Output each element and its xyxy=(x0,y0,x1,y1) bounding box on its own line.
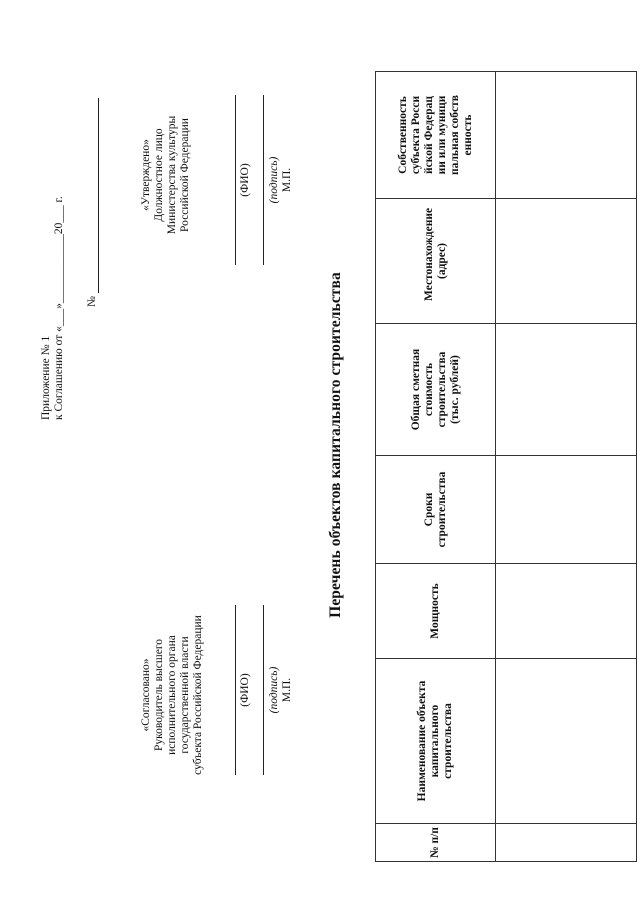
table-cell xyxy=(496,324,637,456)
header-cell-ownership xyxy=(376,72,496,199)
agreed-stamp: М.П. xyxy=(281,677,293,703)
approved-signature-line xyxy=(263,95,264,265)
capital-construction-table xyxy=(375,71,637,862)
agreed-line-4: субъекта Российской Федерации xyxy=(192,615,204,775)
agreed-signature-caption: (подпись) xyxy=(268,666,280,714)
document-title: Перечень объектов капитального строительства xyxy=(327,272,344,618)
header-cell-cost xyxy=(376,324,496,456)
approved-stamp: М.П. xyxy=(281,167,293,193)
appendix-line-2: к Соглашению от «___»____________20___ г. xyxy=(53,196,65,420)
agreed-heading: «Согласовано» xyxy=(140,658,152,732)
approved-line-2: Министерства культуры xyxy=(166,115,178,235)
approved-line-1: Должностное лицо xyxy=(153,128,165,222)
header-cell-capacity: Мощность xyxy=(376,564,496,659)
header-cell-ownership-text: Собственность субъекта Российской Федерации или муниципальная собственность xyxy=(396,94,474,176)
approved-heading: «Утверждено» xyxy=(140,139,152,211)
agreed-signature-line xyxy=(263,605,264,775)
approved-fio-caption: (ФИО) xyxy=(239,163,251,197)
header-cell-name xyxy=(376,659,496,824)
header-cell-name-text: Наименование объекта капитального строительства xyxy=(416,680,454,802)
header-cell-timeframe xyxy=(376,456,496,564)
agreed-fio-line xyxy=(235,605,236,775)
table-cell xyxy=(496,72,637,199)
header-cell-number: № п/п xyxy=(376,824,496,862)
approved-fio-line xyxy=(235,95,236,265)
appendix-line-1: Приложение № 1 xyxy=(40,335,52,420)
table-header-row xyxy=(376,72,496,862)
approved-signature-caption: (подпись) xyxy=(268,156,280,204)
agreed-fio-caption: (ФИО) xyxy=(239,673,251,707)
table-cell xyxy=(496,199,637,324)
approved-line-3: Российской Федерации xyxy=(179,118,191,232)
table-cell xyxy=(496,824,637,862)
header-cell-location xyxy=(376,199,496,324)
header-cell-location-text: Местонахождение (адрес) xyxy=(422,207,448,301)
agreed-line-2: исполнительного органа xyxy=(166,635,178,755)
agreed-line-3: государственной власти xyxy=(179,636,191,754)
table-cell xyxy=(496,564,637,659)
agreement-number-label: № xyxy=(86,296,98,307)
header-cell-timeframe-text: Сроки строительства xyxy=(422,471,448,548)
agreed-line-1: Руководитель высшего xyxy=(153,638,165,752)
table-cell xyxy=(496,456,637,564)
agreement-number-line xyxy=(98,98,99,293)
table-cell xyxy=(496,659,637,824)
header-cell-cost-text: Общая сметная стоимость строительства (тыс. рублей) xyxy=(409,348,461,431)
table-empty-row xyxy=(496,72,637,862)
